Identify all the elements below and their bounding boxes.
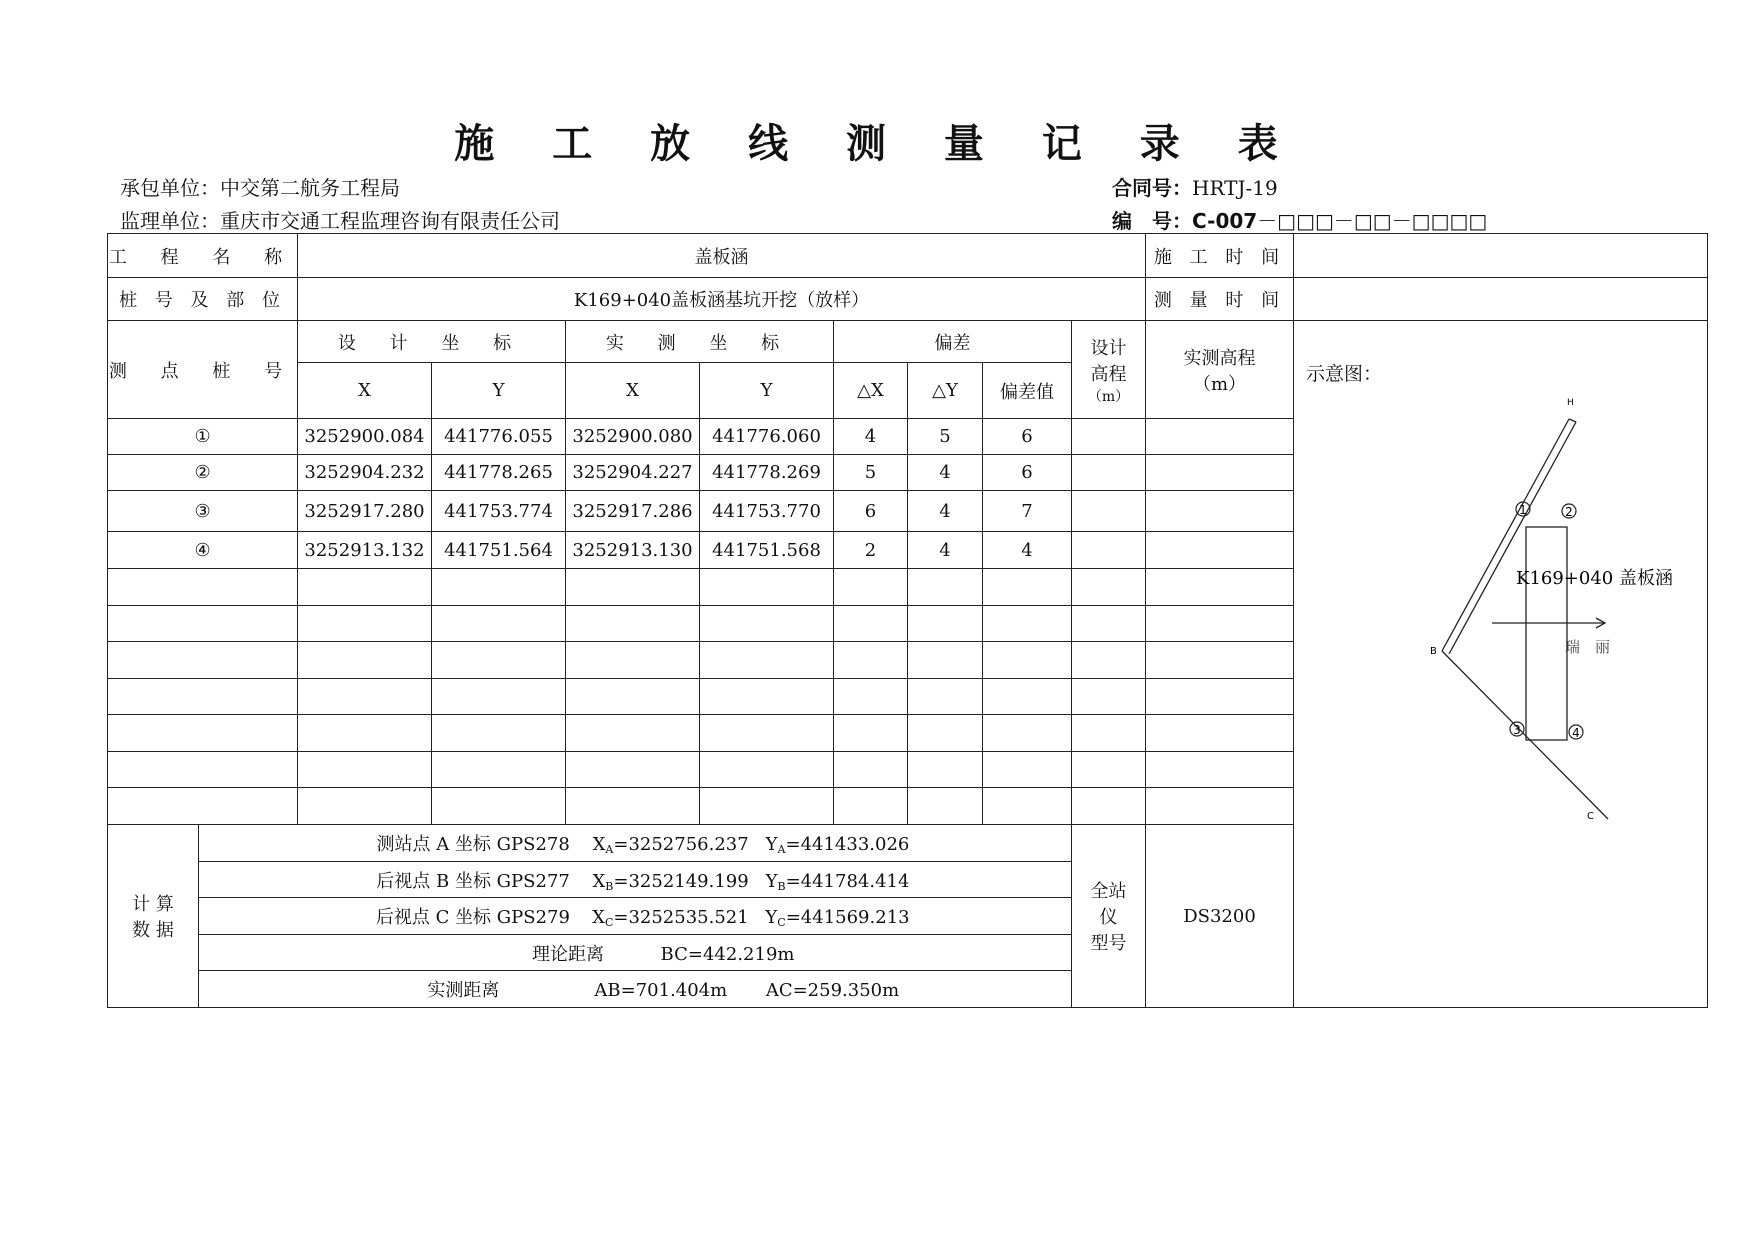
delta-y-header: △Y: [908, 363, 983, 419]
measure-time-value: [1294, 278, 1708, 321]
theory-label: 理论距离: [532, 943, 605, 965]
delta-x-header: △X: [834, 363, 908, 419]
contract-no-line: [1112, 172, 1278, 201]
marker-label-4: 4: [1572, 726, 1580, 740]
back-b-label: 后视点 B 坐标 GPS277: [376, 870, 570, 892]
construction-time-value: [1294, 234, 1708, 278]
back-b-x: [586, 871, 756, 893]
design-elev-unit: （m）: [1087, 388, 1130, 405]
supervisor-line: [120, 205, 560, 234]
delta-x: 5: [834, 455, 908, 491]
back-b-y: [766, 871, 910, 893]
back-b-y-symbol: Y: [765, 870, 778, 892]
back-c-y-value: =441569.213: [785, 907, 910, 928]
deviation-value: 6: [983, 455, 1072, 491]
back-c-x-symbol: X: [592, 907, 605, 928]
deviation-value: 7: [983, 491, 1072, 532]
point-h-label: H: [1567, 398, 1574, 408]
point-id: ②: [108, 455, 298, 491]
point-b-label: B: [1430, 646, 1437, 657]
marker-label-2: 2: [1565, 505, 1573, 519]
point-label: 测 点 桩 号: [108, 321, 298, 419]
measured-elev-header: [1146, 321, 1294, 419]
back-b-x-value: =3252149.199: [613, 870, 749, 892]
point-c-label: C: [1587, 811, 1594, 822]
delta-y: 4: [908, 455, 983, 491]
design-elev-label-2: 高程: [1090, 363, 1127, 385]
serial-prefix: C-007: [1192, 209, 1258, 233]
marker-label-1: 1: [1519, 503, 1527, 517]
deviation-value: 6: [983, 419, 1072, 455]
design-x: 3252917.280: [298, 491, 432, 532]
measured-y: 441751.568: [700, 532, 834, 569]
marker-label-3: 3: [1513, 723, 1521, 737]
instrument-label: [1072, 825, 1146, 1008]
measured-x: 3252904.227: [566, 455, 700, 491]
measured-y: 441776.060: [700, 419, 834, 455]
alignment-line-b: [1449, 422, 1576, 654]
station-value: K169+040盖板涵基坑开挖（放样）: [298, 278, 1146, 321]
back-c-x: [585, 907, 755, 929]
deviation-value: 4: [983, 532, 1072, 569]
delta-y: 4: [908, 491, 983, 532]
design-x: 3252900.084: [298, 419, 432, 455]
measure-time-label: 测 量 时 间: [1146, 278, 1294, 321]
contractor-line: [120, 172, 400, 201]
project-name-value: 盖板涵: [298, 234, 1146, 278]
instrument-label-2: 仪: [1099, 907, 1118, 928]
design-elev-cell: [1072, 491, 1146, 532]
station-a-y-symbol: Y: [765, 834, 778, 855]
design-x: 3252913.132: [298, 532, 432, 569]
measured-x-header: X: [566, 363, 700, 419]
actual-label: 实测距离: [427, 980, 500, 1001]
design-coord-label: 设 计 坐 标: [298, 321, 566, 363]
measured-y: 441753.770: [700, 491, 834, 532]
back-c-label: 后视点 C 坐标 GPS279: [375, 907, 570, 928]
serial-line: [1112, 205, 1487, 234]
back-c-x-subscript: C: [604, 916, 614, 929]
calc-label-1: 计 算: [132, 894, 174, 915]
delta-y: 5: [908, 419, 983, 455]
measured-coord-label: 实 测 坐 标: [566, 321, 834, 363]
point-id: ③: [108, 491, 298, 532]
point-id: ①: [108, 419, 298, 455]
design-y: 441778.265: [432, 455, 566, 491]
station-a-y: [766, 834, 910, 856]
station-a-x-symbol: X: [592, 834, 606, 855]
station-a-label: 测站点 A 坐标 GPS278: [376, 834, 570, 855]
back-c-cell: [199, 898, 1072, 935]
contractor-label: 承包单位：: [120, 176, 220, 200]
station-a-x: [586, 834, 756, 856]
measured-x: 3252913.130: [566, 532, 700, 569]
design-elev-cell: [1072, 532, 1146, 569]
delta-x: 4: [834, 419, 908, 455]
supervisor-value: 重庆市交通工程监理咨询有限责任公司: [220, 209, 560, 233]
actual-cell: [199, 971, 1072, 1008]
construction-time-label: 施 工 时 间: [1146, 234, 1294, 278]
station-a-y-value: =441433.026: [785, 834, 910, 855]
theory-value: BC=442.219m: [660, 943, 795, 965]
back-b-cell: [199, 862, 1072, 898]
measured-elev-cell: [1146, 419, 1294, 455]
point-id: ④: [108, 532, 298, 569]
measured-y-header: Y: [700, 363, 834, 419]
station-label: 桩 号 及 部 位: [108, 278, 298, 321]
calc-label: [108, 825, 199, 1008]
design-y-header: Y: [432, 363, 566, 419]
supervisor-label: 监理单位：: [120, 209, 220, 233]
page-title: 施 工 放 线 测 量 记 录 表: [454, 121, 1300, 167]
design-x-header: X: [298, 363, 432, 419]
measured-elev-label: 实测高程: [1183, 347, 1256, 369]
station-a-y-subscript: A: [777, 843, 786, 856]
culvert-label: K169+040 盖板涵: [1516, 568, 1673, 589]
station-a-x-subscript: A: [605, 843, 614, 856]
measured-elev-unit: （m）: [1192, 373, 1247, 395]
back-b-y-subscript: B: [777, 879, 786, 893]
culvert-outline: [1526, 527, 1567, 740]
measured-y: 441778.269: [700, 455, 834, 491]
delta-x: 2: [834, 532, 908, 569]
deviation-label: 偏差: [834, 321, 1072, 363]
back-c-y-subscript: C: [777, 916, 786, 929]
contractor-value: 中交第二航务工程局: [220, 176, 400, 200]
design-x: 3252904.232: [298, 455, 432, 491]
contract-no-label: 合同号：: [1112, 176, 1192, 200]
design-elev-cell: [1072, 419, 1146, 455]
design-y: 441753.774: [432, 491, 566, 532]
deviation-value-header: 偏差值: [983, 363, 1072, 419]
design-elev-label-1: 设计: [1090, 337, 1127, 359]
measured-x: 3252900.080: [566, 419, 700, 455]
header-row-1: [108, 321, 1708, 363]
actual-ab: AB=701.404m: [594, 980, 728, 1001]
back-c-y: [765, 907, 909, 929]
back-c-x-value: =3252535.521: [613, 907, 749, 928]
calc-label-2: 数 据: [132, 920, 174, 941]
design-elev-header: [1072, 321, 1146, 419]
station-a-cell: [199, 825, 1072, 862]
station-a-x-value: =3252756.237: [613, 834, 749, 855]
instrument-label-3: 型号: [1090, 933, 1127, 954]
serial-label: 编 号：: [1112, 209, 1192, 233]
alignment-line-a: [1442, 419, 1569, 651]
back-b-x-subscript: B: [605, 879, 614, 893]
measured-elev-cell: [1146, 455, 1294, 491]
diagram-cell: [1294, 321, 1708, 1008]
design-y: 441751.564: [432, 532, 566, 569]
serial-rest: －□□□－□□－□□□□: [1257, 209, 1488, 233]
measured-x: 3252917.286: [566, 491, 700, 532]
survey-record-table: [107, 233, 1708, 1008]
instrument-model: DS3200: [1146, 825, 1294, 1008]
baseline-bc: [1442, 651, 1608, 819]
measured-elev-cell: [1146, 491, 1294, 532]
diagram-label: 示意图：: [1306, 363, 1383, 385]
delta-y: 4: [908, 532, 983, 569]
direction-label: 瑞 丽: [1565, 638, 1611, 656]
back-b-y-value: =441784.414: [785, 870, 910, 892]
back-c-y-symbol: Y: [765, 907, 778, 928]
instrument-label-1: 全站: [1090, 881, 1127, 902]
alignment-line-end: [1569, 419, 1576, 422]
contract-no-value: HRTJ-19: [1192, 176, 1278, 200]
culvert-layout-diagram: [1294, 321, 1706, 1008]
theory-cell: [199, 935, 1072, 971]
project-row: [108, 234, 1708, 278]
delta-x: 6: [834, 491, 908, 532]
measured-elev-cell: [1146, 532, 1294, 569]
project-name-label: 工 程 名 称: [108, 234, 298, 278]
back-b-x-symbol: X: [592, 870, 606, 892]
design-y: 441776.055: [432, 419, 566, 455]
actual-ac: AC=259.350m: [765, 980, 900, 1001]
station-row: [108, 278, 1708, 321]
design-elev-cell: [1072, 455, 1146, 491]
